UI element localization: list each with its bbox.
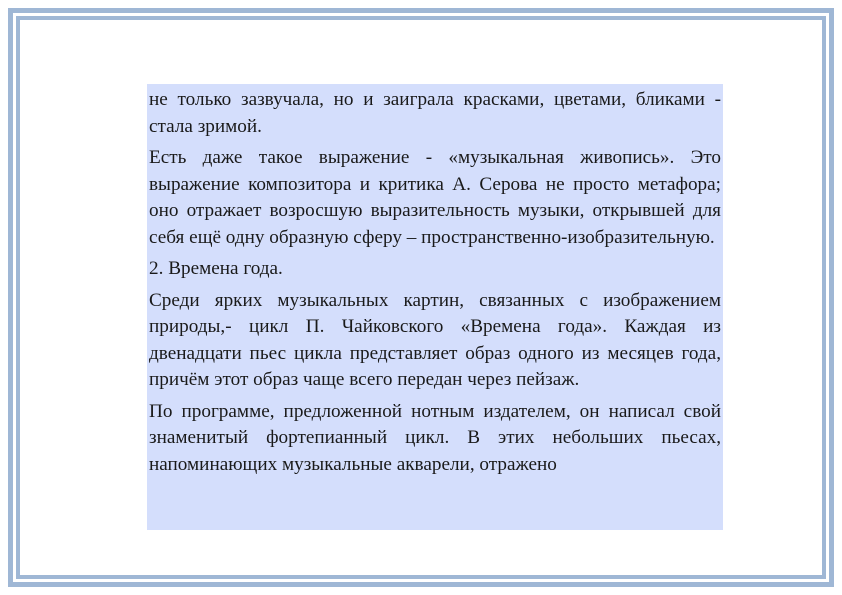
paragraph-4: По программе, предложенной нотным издателем, он написал свой знаменитый фортепианный цикл. В этих небольших пьесах, напоминающих музыкальные акварели, отражено (149, 400, 721, 475)
paragraph-1: не только зазвучала, но и заиграла красками, цветами, бликами - стала зримой. (149, 89, 721, 137)
paragraph-3: Среди ярких музыкальных картин, связанных с изображением природы,- цикл П. Чайковского «Времена года». Каждая из двенадцати пьес цикла представляет образ одного из месяцев года, причём этот образ чаще всего передан через пейзаж. (149, 289, 721, 390)
section-heading: 2. Времена года. (149, 258, 283, 279)
text-block (147, 84, 723, 530)
paragraph-2: Есть даже такое выражение - «музыкальная живопись». Это выражение композитора и критика А. Серова не просто метафора; оно отражает возросшую выразительность музыки, открывшей для себя ещё одну образную сферу – пространственно-изобразительную. (149, 147, 721, 248)
